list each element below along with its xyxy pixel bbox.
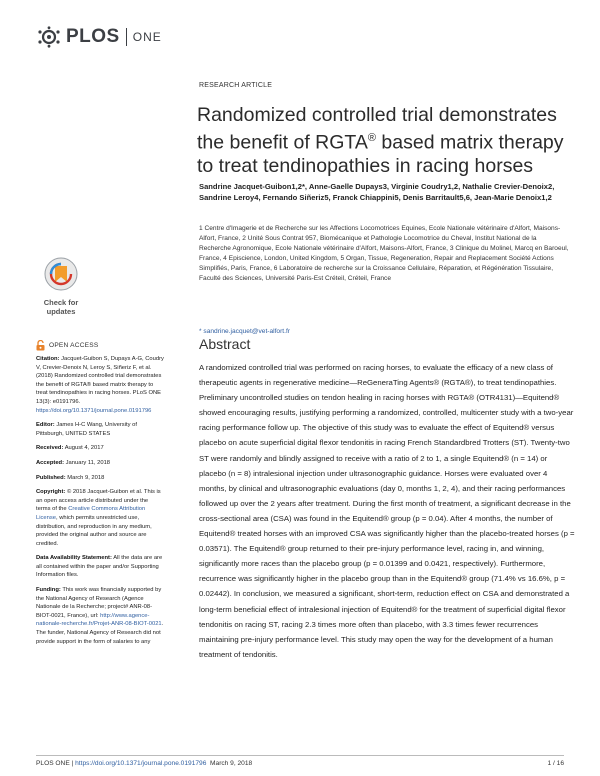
- logo-journal: ONE: [132, 30, 162, 44]
- open-lock-icon: [36, 340, 45, 351]
- footer-doi-link[interactable]: https://doi.org/10.1371/journal.pone.0191796: [75, 760, 207, 767]
- editor-text: James H-C Wang, University of Pittsburgh, UNITED STATES: [36, 422, 137, 437]
- accepted-date: January 11, 2018: [65, 459, 111, 466]
- received-label: Received:: [36, 445, 64, 452]
- citation-label: Citation:: [36, 356, 60, 362]
- received-date: August 4, 2017: [64, 445, 104, 452]
- footer-sep-1: |: [69, 760, 76, 767]
- footer-date: March 9, 2018: [210, 760, 253, 767]
- affiliations: 1 Centre d'Imagerie et de Recherche sur les Affections Locomotrices Equines, Ecole Nationale vétérinaire d'Alfort, Maisons-Alfort, France, 2 Unité Sous Contrat 957, Biomécanique et Pathologie Locomotrice du Cheval, Institut National de la Recherche Agronomique, Ecole Nationale vétérinaire d'Alfort, Maisons-Alfort, France, 3 Clinique du Molinel, Marcq en Baroeul, France, 4 Episcience, London, United Kingdom, 5 Organ, Tissue, Regeneration, Repair and Replacement Société Actions Simplifiés, Paris, France, 6 Laboratoire de recherche sur la Croissance Cellulaire, Réparation, et Régénération Tissulaire, Faculté des Sciences, Université Paris-Est Créteil, Créteil, France: [199, 225, 569, 282]
- received-block: [36, 444, 164, 453]
- open-access-label: OPEN ACCESS: [49, 342, 99, 349]
- published-block: [36, 474, 164, 483]
- citation-text: Jacquet-Guibon S, Dupays A-G, Coudry V, Crevier-Denoix N, Leroy S, Siñeriz F, et al. (2018) Randomized controlled trial demonstrates the benefit of RGTA® based matrix therapy to treat tendinopathies in racing horses. PLoS ONE 13(3): e0191796.: [36, 356, 164, 405]
- copyright-block: [36, 488, 164, 548]
- published-date: March 9, 2018: [67, 474, 105, 481]
- footer-journal: PLOS ONE: [36, 760, 70, 767]
- plos-one-logo[interactable]: [36, 24, 162, 50]
- copyright-text-1: © 2018 Jacquet-Guibon et al. This is an open access article distributed under the terms of the: [36, 489, 161, 513]
- plos-logo-icon: [36, 26, 62, 48]
- article-type: RESEARCH ARTICLE: [199, 82, 273, 89]
- page-footer: [36, 760, 564, 767]
- funding-block: [36, 586, 164, 646]
- abstract-heading: Abstract: [199, 336, 251, 352]
- editor-label: Editor:: [36, 422, 55, 429]
- citation-block: [36, 355, 164, 415]
- article-metadata-sidebar: [36, 355, 164, 652]
- author-list: Sandrine Jacquet-Guibon1,2*, Anne-Gaelle Dupays3, Virginie Coudry1,2, Nathalie Crevier-Denoix2, Sandrine Leroy4, Fernando Siñeriz5, Franck Chiappini5, Denis Barritault5,6, Jean-Marie Denoix1,2: [199, 182, 555, 202]
- open-access-badge: [36, 340, 98, 351]
- published-label: Published:: [36, 474, 66, 481]
- title-part-1: Randomized controlled trial demonstrates the benefit of RGTA: [197, 104, 557, 154]
- footer-page: 1 / 16: [547, 760, 564, 767]
- funding-url-link[interactable]: http://www.agence-nationale-recherche.fr/Projet-ANR-08-BIOT-0021: [36, 612, 162, 628]
- accepted-label: Accepted:: [36, 459, 65, 466]
- abstract-text: A randomized controlled trial was performed on racing horses, to evaluate the efficacy of a new class of therapeutic agents in regenerative medicine—ReGeneraTing Agents® (RGTA®), to treat tendinopathies. Preliminary uncontrolled studies on tendon healing in racing horses with RGTA® (OTR4131)—Equitend® showed encouraging results, justifying performing a randomized, controlled, multicenter study with a two-year racing performance follow up. The objective of this study was to evaluate the effect of Equitend® versus placebo on acute superficial digital flexor tendonitis in racing French Standardbred Trotters (ST). Twenty-two ST were randomly and blindly assigned to receive with a ratio of 2 to 1, a single Equitend® (n = 14) or placebo (n = 8) intralesional injection under ultrasonographic guidance. Horses were evaluated over 4 months, by clinical and ultrasonographic evaluations (day 0, months 1, 2, 4), and their racing performances followed up over the 2 years after treatment. During the first month of treatment, a significant decrease in the cross-sectional area (CSA) was found in the Equitend® group (p = 0.04). After 4 months, the number of Equitend® treated horses with an improved CSA was significantly higher than the placebo-treated horses (p = 0.03571). The Equitend® group returned to their pre-injury performance level, racing in, and winning, significantly more races than the placebo group (p = 0.01399 and 0.0421, respectively). Furthermore, recurrence was significantly higher in the placebo group than in the Equitend® group (71.4% vs 16.6%, p = 0.02442). In conclusion, we measured a significant, short-term, reduction effect on CSA and demonstrated a long-term beneficial effect of intralesional injection of Equitend® for the treatment of superficial digital flexor tendonitis on racing ST, racing 2.3 times more often than placebo, with 3.3 times fewer recurrences maintaining pre-injury performance level. This study may open the way for the development of a human treatment of tendonitis.: [199, 363, 575, 659]
- funding-text-1: This work was financially supported by the National Agency of Research (Agence Nationale de la Recherche; project# ANR-08-BIOT-0021, France), url:: [36, 587, 162, 619]
- logo-brand: PLOS: [66, 26, 120, 47]
- check-updates-label: Check for updates: [43, 298, 79, 316]
- data-availability-block: [36, 554, 164, 580]
- editor-block: [36, 421, 164, 438]
- accepted-block: [36, 459, 164, 468]
- data-availability-label: Data Availability Statement:: [36, 555, 112, 562]
- corresponding-email[interactable]: * sandrine.jacquet@vet-alfort.fr: [199, 328, 290, 335]
- check-for-updates-badge[interactable]: [37, 254, 85, 316]
- article-title: [197, 104, 577, 178]
- title-part-2: based matrix therapy to treat tendinopathies in racing horses: [197, 131, 564, 177]
- logo-divider: [126, 28, 127, 46]
- title-registered-mark: ®: [367, 132, 377, 144]
- copyright-text-2: , which permits unrestricted use, distribution, and reproduction in any medium, provided the original author and source are credited.: [36, 514, 152, 547]
- check-updates-icon: [37, 254, 85, 294]
- citation-doi-link[interactable]: https://doi.org/10.1371/journal.pone.0191796: [36, 407, 152, 414]
- copyright-label: Copyright:: [36, 489, 66, 496]
- funding-label: Funding:: [36, 587, 61, 594]
- data-availability-text: All the data are are all contained within the paper and/or Supporting Information files.: [36, 555, 163, 579]
- abstract-body: [199, 360, 575, 662]
- cc-license-link[interactable]: Creative Commons Attribution License: [36, 506, 146, 521]
- footer-divider: [36, 755, 564, 756]
- funding-text-2: . The funder, National Agency of Research did not provide support in the form of salaries to any: [36, 621, 164, 645]
